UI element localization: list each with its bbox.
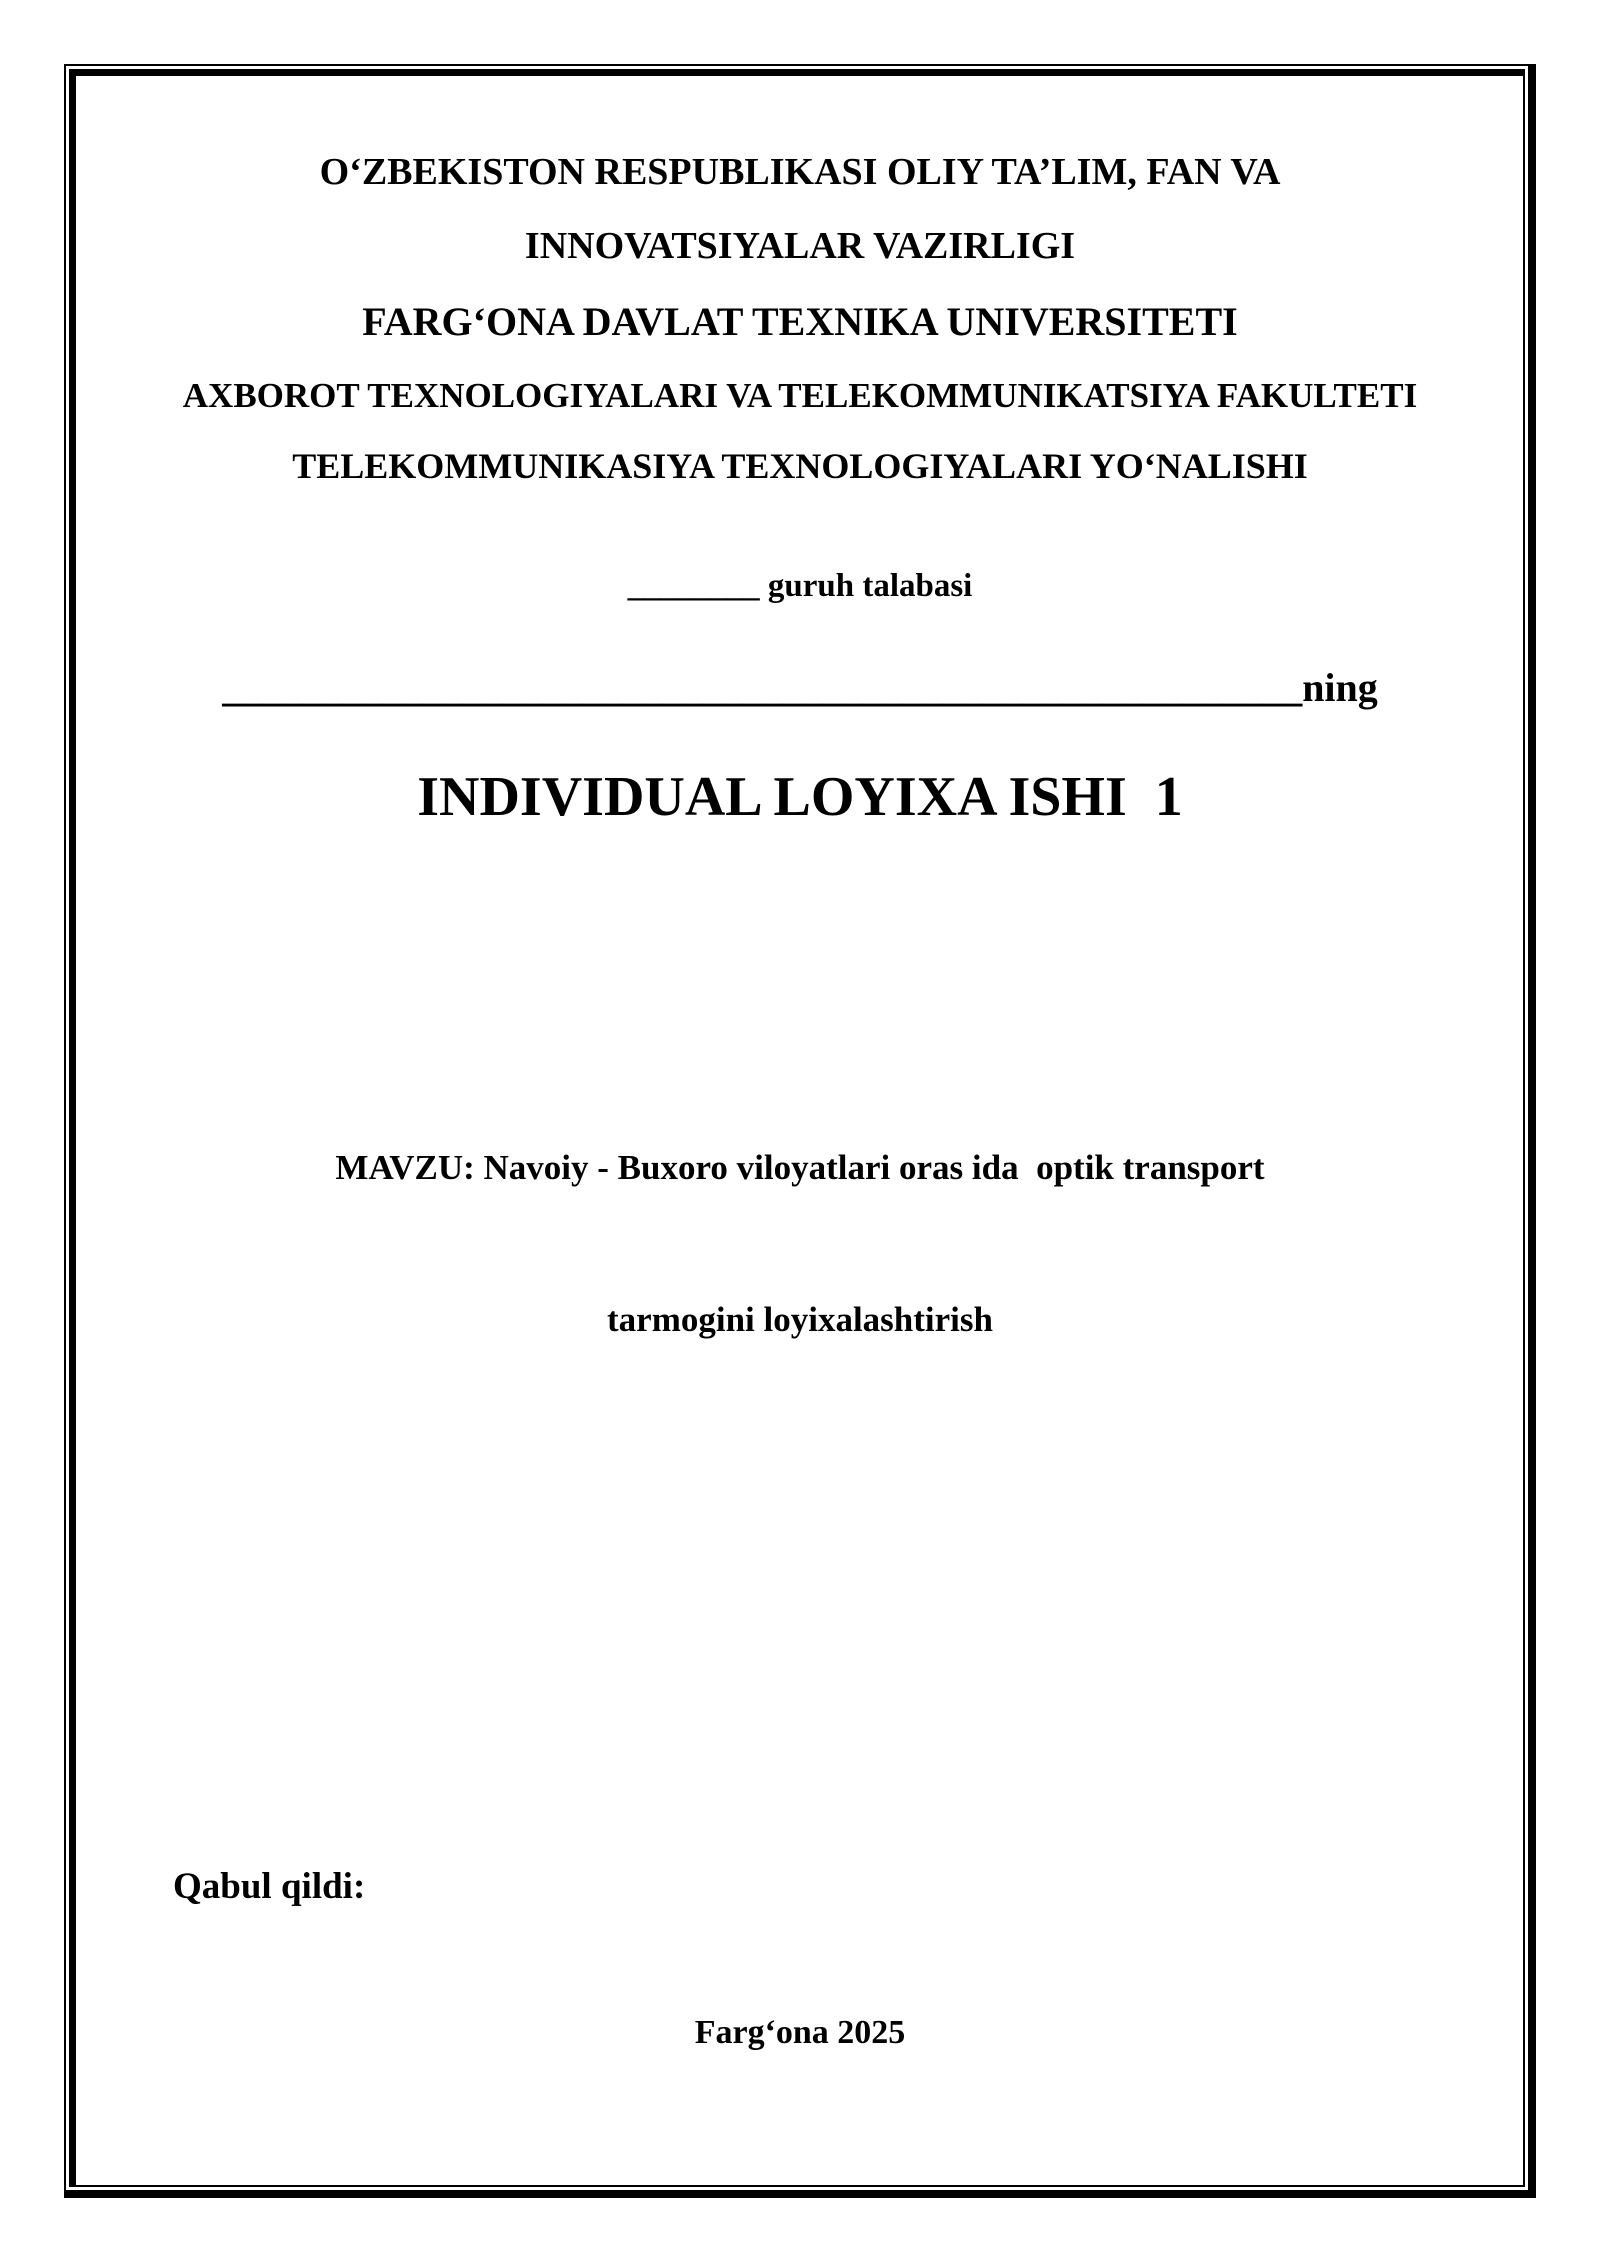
group-blank-field: ________ (627, 568, 768, 604)
student-group-line (90, 570, 1510, 603)
student-name-blank-field: ______________________________________________________ (222, 665, 1303, 710)
document-title: INDIVIDUAL LOYIXA ISHI 1 (417, 766, 1183, 828)
student-name-line (90, 665, 1510, 710)
department-name: TELEKOMMUNIKASIYA TEXNOLOGIYALARI YO‘NALISHI (292, 446, 1308, 486)
group-label: guruh talabasi (767, 568, 973, 604)
accepted-by-label: Qabul qildi: (173, 1866, 366, 1907)
faculty-name: AXBOROT TEXNOLOGIYALARI VA TELEKOMMUNIKATSIYA FAKULTETI (182, 376, 1418, 415)
ministry-line-2: INNOVATSIYALAR VAZIRLIGI (524, 225, 1076, 267)
name-suffix: ning (1302, 665, 1378, 710)
topic-line-2: tarmogini loyixalashtirish (607, 1299, 993, 1339)
university-name: FARG‘ONA DAVLAT TEXNIKA UNIVERSITETI (362, 299, 1238, 344)
topic-block (150, 1041, 1450, 1447)
topic-line-1: MAVZU: Navoiy - Buxoro viloyatlari oras ida optik transport (335, 1147, 1265, 1187)
footer-city-year: Farg‘ona 2025 (694, 2014, 906, 2051)
ministry-line-1: O‘ZBEKISTON RESPUBLIKASI OLIY TA’LIM, FAN VA (319, 151, 1281, 193)
